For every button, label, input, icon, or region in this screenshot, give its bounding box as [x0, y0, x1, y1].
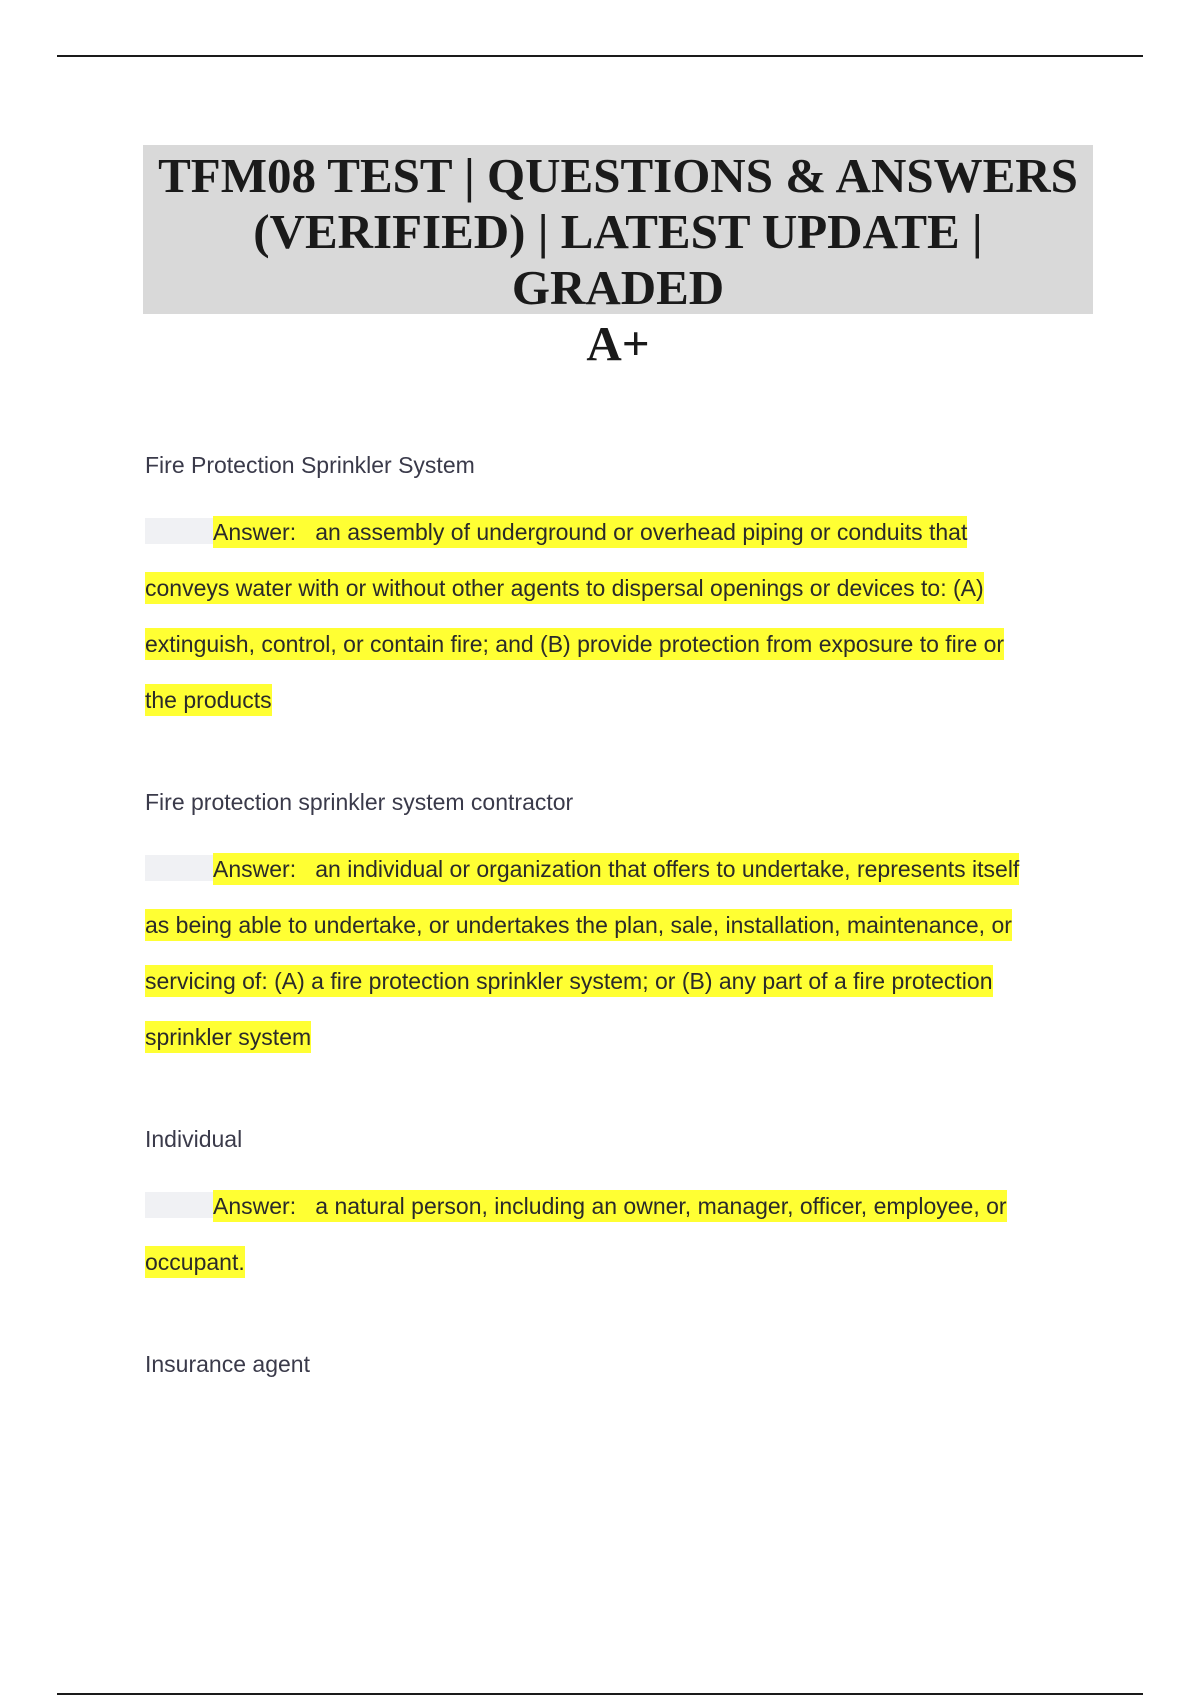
answer-line: a natural person, including an owner, manager, officer, employee, or: [315, 1190, 1006, 1222]
answer-label: Answer:: [213, 516, 296, 548]
answer-line: occupant.: [145, 1246, 245, 1278]
question-text: Fire protection sprinkler system contractor: [145, 789, 574, 815]
answer-line: an assembly of underground or overhead piping or conduits that: [315, 516, 967, 548]
title-line-2: (VERIFIED) | LATEST UPDATE | GRADED: [253, 204, 983, 315]
title-line-1: TFM08 TEST | QUESTIONS & ANSWERS: [158, 148, 1078, 203]
top-rule: [57, 55, 1143, 57]
qa-item-insurance-agent: [145, 1347, 1085, 1381]
answer-line: an individual or organization that offers to undertake, represents itself: [315, 853, 1019, 885]
answer-text: [145, 1178, 1085, 1290]
bottom-rule: [57, 1693, 1143, 1695]
qa-list: [145, 448, 1085, 1438]
answer-label: Answer:: [213, 853, 296, 885]
question-text: Individual: [145, 1126, 243, 1152]
qa-item-fire-protection-sprinkler-system: [145, 448, 1085, 728]
document-title: [143, 145, 1093, 371]
answer-text: [145, 841, 1085, 1065]
qa-item-individual: [145, 1122, 1085, 1290]
answer-line: conveys water with or without other agents to dispersal openings or devices to: (A): [145, 572, 984, 604]
answer-line: extinguish, control, or contain fire; and (B) provide protection from exposure to fire or: [145, 628, 1004, 660]
qa-item-sprinkler-system-contractor: [145, 785, 1085, 1065]
indent-marker: [145, 518, 213, 544]
answer-text: [145, 504, 1085, 728]
answer-line: sprinkler system: [145, 1021, 311, 1053]
question-text: Fire Protection Sprinkler System: [145, 452, 475, 478]
answer-line: the products: [145, 684, 272, 716]
answer-line: as being able to undertake, or undertakes the plan, sale, installation, maintenance, or: [145, 909, 1012, 941]
answer-label: Answer:: [213, 1190, 296, 1222]
title-line-3: A+: [586, 316, 650, 371]
answer-line: servicing of: (A) a fire protection sprinkler system; or (B) any part of a fire protection: [145, 965, 993, 997]
indent-marker: [145, 1192, 213, 1218]
question-text: Insurance agent: [145, 1351, 310, 1377]
indent-marker: [145, 855, 213, 881]
